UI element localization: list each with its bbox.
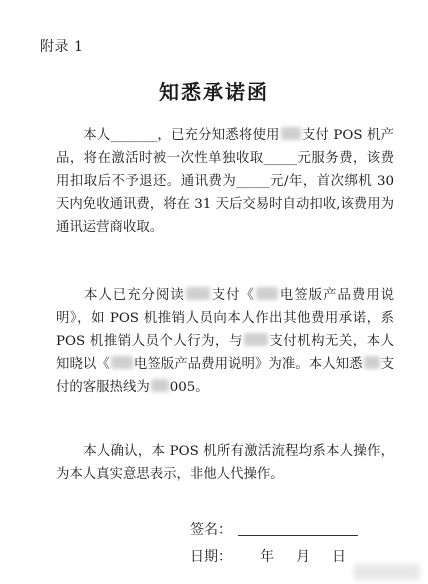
paragraph-confirmation (56, 440, 394, 486)
paragraph-fee-notice (56, 124, 394, 239)
redacted-product (111, 356, 133, 369)
appendix-label: 附录 1 (40, 39, 84, 55)
redacted-brand (281, 127, 301, 140)
date-day: 日 (332, 549, 346, 565)
signature-label: 签名： (190, 522, 232, 538)
date-label: 日期： (190, 549, 232, 565)
redacted-product (256, 287, 278, 300)
para3-text: 本人确认，本 POS 机所有激活流程均系本人操作，为本人真实意思表示，非他人代操作。 (56, 444, 394, 482)
para1-text-1: 本人_______，已充分知悉将使用 (83, 128, 280, 143)
signature-row (190, 519, 358, 539)
paragraph-fee-explanation (56, 284, 394, 399)
para2-text-5: 电签版产品费用说明》为准。本人知悉 (133, 357, 363, 372)
date-month: 月 (296, 549, 310, 565)
para2-text-4: 支付机构无关，本人知晓以《 (56, 334, 395, 372)
redacted-brand (244, 333, 268, 346)
date-year: 年 (260, 549, 274, 565)
date-row (190, 546, 346, 566)
signature-line[interactable] (238, 521, 358, 536)
document-title: 知悉承诺函 (159, 80, 269, 104)
redacted-brand (364, 356, 380, 369)
para2-text-3: 电签版产品费用说明》，如 POS 机推销人员向本人作出其他费用承诺，系 POS 机推销人员个人行为，与 (56, 288, 395, 349)
para2-text-7: 005。 (169, 380, 209, 395)
para2-text-6: 支付的客服热线为 (56, 357, 395, 395)
para2-text-2: 支付《 (210, 288, 255, 303)
para2-text-1: 本人已充分阅读 (83, 288, 185, 303)
watermark-logo (354, 564, 420, 580)
redacted-brand (186, 287, 210, 300)
para1-text-2: 支付 POS 机产品，将在激活时被一次性单独收取_____元服务费，该费用扣取后不予退还。通讯费为_____元/年，首次绑机 30 天内免收通讯费，将在 31 天后交易时自动扣收,该费用为通讯运营商收取。 (56, 128, 394, 235)
redacted-hotline (151, 379, 169, 392)
